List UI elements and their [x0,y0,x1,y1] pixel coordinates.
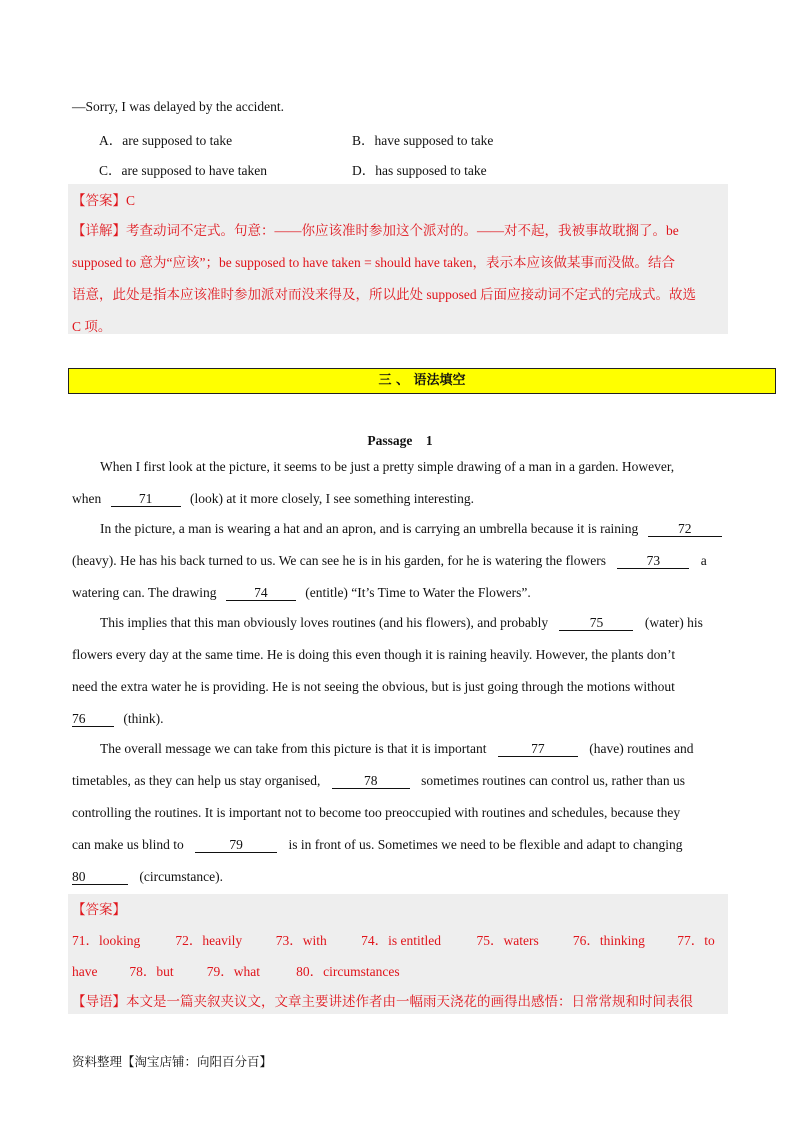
p2-line-1 [100,521,722,537]
p4-line-2-post: sometimes routines can control us, rather than us [421,773,686,788]
answer-label-1: 【答案】C [72,193,136,208]
answer-79: 79．what [206,964,260,979]
p1-line-1: When I first look at the picture, it seems to be just a pretty simple drawing of a man in a garden. However, [100,459,675,474]
p3-line-1-pre: This implies that this man obviously loves routines (and his flowers), and probably [100,615,549,630]
explain-line-4: C 项。 [72,319,112,334]
answer-74: 74．is entitled [361,933,441,948]
blank-74[interactable]: 74 [226,586,296,601]
p3-line-4-post: (think). [123,711,164,726]
p3-line-4 [72,711,164,727]
question-stem: —Sorry, I was delayed by the accident. [72,99,285,114]
p2-line-3-post: (entitle) “It’s Time to Water the Flowers”. [305,585,531,600]
answer-label-2: 【答案】 [72,902,126,917]
p3-line-3: need the extra water he is providing. He is not seeing the obvious, but is just going through the motions without [72,679,675,694]
option-a: A．are supposed to take [99,133,233,148]
answer-row-2 [72,960,400,980]
blank-78[interactable]: 78 [332,774,410,789]
p2-line-2 [72,553,707,569]
answer-77-cont: have [72,964,98,979]
guide-line: 【导语】本文是一篇夹叙夹议文，文章主要讲述作者由一幅雨天浇花的画得出感悟：日常常规和时间表很 [72,994,693,1009]
p4-line-2 [72,773,685,789]
p3-line-2: flowers every day at the same time. He is doing this even though it is raining heavily. However, the plants don’t [72,647,676,662]
p1-line-2-post: (look) at it more closely, I see something interesting. [190,491,475,506]
p4-line-1-pre: The overall message we can take from this picture is that it is important [100,741,487,756]
blank-73[interactable]: 73 [617,554,689,569]
option-d: D．has supposed to take [352,163,487,178]
p4-line-3: controlling the routines. It is important not to become too preoccupied with routines and schedules, because they [72,805,681,820]
p2-line-2-pre: (heavy). He has his back turned to us. We can see he is in his garden, for he is watering the flowers [72,553,607,568]
p4-line-4 [72,837,683,853]
section-heading: 三 、 语法填空 [68,368,776,394]
answer-71: 71．looking [72,933,141,948]
option-b: B．have supposed to take [352,133,494,148]
blank-72[interactable]: 72 [648,522,722,537]
p4-line-5-post: (circumstance). [139,869,223,884]
blank-80[interactable]: 80 [72,870,128,885]
p2-line-1-pre: In the picture, a man is wearing a hat and an apron, and is carrying an umbrella because it is raining [100,521,639,536]
p4-line-1-post: (have) routines and [589,741,694,756]
p3-line-1 [100,615,703,631]
p4-line-2-pre: timetables, as they can help us stay organised, [72,773,321,788]
answer-73: 73．with [275,933,327,948]
blank-77[interactable]: 77 [498,742,578,757]
p4-line-5 [72,869,223,885]
explain-line-1: 【详解】考查动词不定式。句意：——你应该准时参加这个派对的。——对不起，我被事故耽搁了。be [72,223,679,238]
explain-line-3: 语意，此处是指本应该准时参加派对而没来得及，所以此处 supposed 后面应接动词不定式的完成式。故选 [72,287,696,302]
passage-title: Passage 1 [367,433,433,448]
answer-75: 75．waters [476,933,539,948]
p1-line-2-pre: when [72,491,102,506]
answer-78: 78．but [129,964,174,979]
answer-80: 80．circumstances [296,964,400,979]
blank-76[interactable]: 76 [72,712,114,727]
answer-77: 77．to [677,933,715,948]
p1-line-2 [72,491,474,507]
blank-71[interactable]: 71 [111,492,181,507]
answer-76: 76．thinking [572,933,645,948]
answer-row-1 [72,929,715,949]
footer-text: 资料整理【淘宝店铺：向阳百分百】 [72,1054,273,1069]
explain-line-2: supposed to 意为“应该”；be supposed to have taken = should have taken，表示本应该做某事而没做。结合 [72,255,676,270]
p4-line-4-pre: can make us blind to [72,837,184,852]
p4-line-1 [100,741,693,757]
p2-line-3-pre: watering can. The drawing [72,585,217,600]
p2-line-2-post: a [700,553,707,568]
p4-line-4-post: is in front of us. Sometimes we need to be flexible and adapt to changing [288,837,683,852]
blank-79[interactable]: 79 [195,838,277,853]
blank-75[interactable]: 75 [559,616,633,631]
p3-line-1-post: (water) his [644,615,703,630]
answer-72: 72．heavily [175,933,243,948]
option-c: C．are supposed to have taken [99,163,267,178]
p2-line-3 [72,585,531,601]
